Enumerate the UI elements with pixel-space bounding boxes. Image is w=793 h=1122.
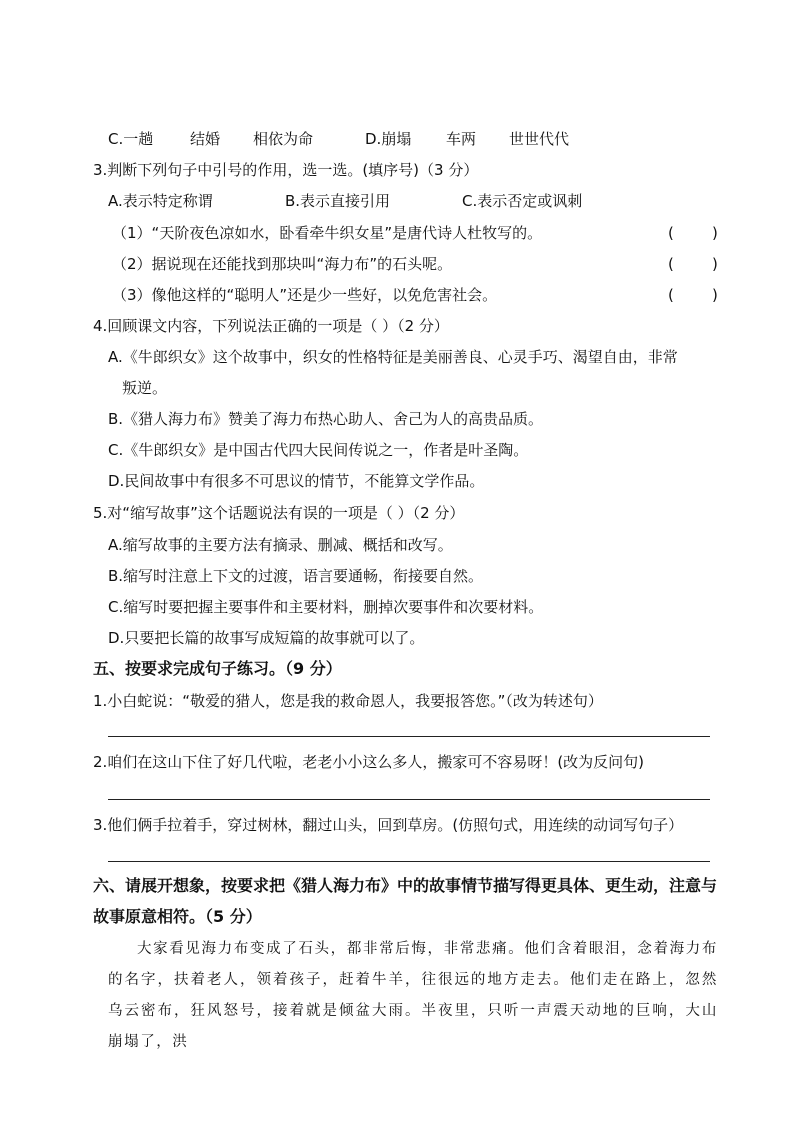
- answer-line[interactable]: [108, 799, 710, 800]
- q5-option-c: C.缩写时要把握主要事件和主要材料，删掉次要事件和次要材料。: [108, 598, 544, 616]
- q4-option-a: A.《牛郎织女》这个故事中，织女的性格特征是美丽善良、心灵手巧、渴望自由，非常: [108, 348, 678, 366]
- q3-item-1: （1）“天阶夜色凉如水，卧看牵牛织女星”是唐代诗人杜牧写的。: [112, 224, 543, 242]
- sentence-task-1: 1.小白蛇说：“敬爱的猎人，您是我的救命恩人，我要报答您。”（改为转述句）: [93, 692, 603, 710]
- story-passage: 大家看见海力布变成了石头，都非常后悔，非常悲痛。他们含着眼泪，念着海力布的名字，扶着老人，领着孩子，赶着牛羊，往很远的地方走去。他们走在路上，忽然乌云密布，狂风怒号，接着就是倾盆大雨。半夜里，只听一声震天动地的巨响，大山崩塌了，洪: [108, 941, 718, 1050]
- sentence-task-2: 2.咱们在这山下住了好几代啦，老老小小这么多人，搬家可不容易呀！(改为反问句): [93, 753, 645, 771]
- q3-item-3: （3）像他这样的“聪明人”还是少一些好，以免危害社会。: [112, 286, 498, 304]
- option-c-label: C.一趟: [108, 130, 154, 148]
- option-c-word: 相依为命: [253, 130, 314, 148]
- section-6-title-cont: 故事原意相符。（5 分）: [93, 907, 262, 926]
- answer-blank[interactable]: ( ): [668, 224, 718, 242]
- q5-option-a: A.缩写故事的主要方法有摘录、删减、概括和改写。: [108, 536, 453, 554]
- sentence-task-3: 3.他们俩手拉着手，穿过树林，翻过山头，回到草房。(仿照句式，用连续的动词写句子）: [93, 816, 684, 834]
- q5-option-b: B.缩写时注意上下文的过渡，语言要通畅，衔接要自然。: [108, 567, 484, 585]
- option-d-word: 世世代代: [509, 130, 570, 148]
- option-d-word: 车两: [446, 130, 477, 148]
- answer-line[interactable]: [108, 736, 710, 737]
- q3-choice-a: A.表示特定称谓: [108, 192, 213, 210]
- q3-choice-c: C.表示否定或讽刺: [462, 192, 583, 210]
- question-3-stem: 3.判断下列句子中引号的作用，选一选。(填序号)（3 分）: [93, 161, 479, 179]
- question-4-stem: 4.回顾课文内容，下列说法正确的一项是（ ）（2 分）: [93, 317, 449, 335]
- answer-blank[interactable]: ( ): [668, 286, 718, 304]
- section-6-title: 六、请展开想象，按要求把《猎人海力布》中的故事情节描写得更具体、更生动，注意与: [93, 876, 718, 895]
- q4-option-a-cont: 叛逆。: [122, 379, 168, 397]
- q3-choice-b: B.表示直接引用: [285, 192, 391, 210]
- answer-line[interactable]: [108, 861, 710, 862]
- question-5-stem: 5.对“缩写故事”这个话题说法有误的一项是（ ）（2 分）: [93, 504, 465, 522]
- q4-option-b: B.《猎人海力布》赞美了海力布热心助人、舍己为人的高贵品质。: [108, 410, 544, 428]
- section-5-title: 五、按要求完成句子练习。（9 分）: [93, 659, 342, 678]
- q3-item-2: （2）据说现在还能找到那块叫“海力布”的石头呢。: [112, 255, 453, 273]
- q4-option-d: D.民间故事中有很多不可思议的情节，不能算文学作品。: [108, 472, 485, 490]
- option-c-word: 结婚: [190, 130, 221, 148]
- answer-blank[interactable]: ( ): [668, 255, 718, 273]
- option-d-label: D.崩塌: [365, 130, 412, 148]
- q4-option-c: C.《牛郎织女》是中国古代四大民间传说之一，作者是叶圣陶。: [108, 441, 529, 459]
- q5-option-d: D.只要把长篇的故事写成短篇的故事就可以了。: [108, 629, 425, 647]
